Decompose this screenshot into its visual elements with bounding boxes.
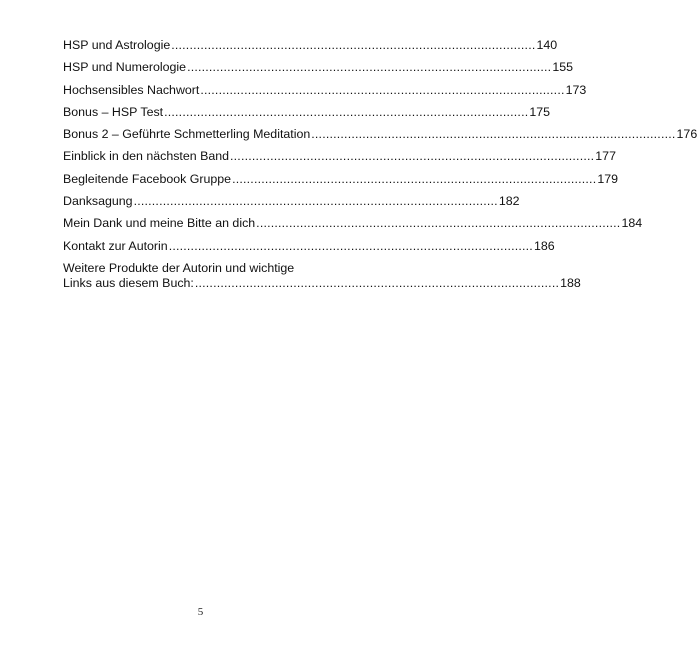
dot-leader: .................................................................................................... [200, 82, 565, 97]
toc-entry-title-line2: Links aus diesem Buch: [63, 275, 194, 290]
toc-entry [63, 127, 697, 142]
toc-entry-page: 179 [597, 171, 619, 186]
toc-entry-title: Hochsensibles Nachwort [63, 82, 200, 97]
toc-entry-page: 155 [552, 60, 574, 75]
toc-entry [63, 216, 643, 231]
dot-leader: .................................................................................................... [230, 149, 595, 164]
toc-entry [63, 38, 558, 53]
toc-entry-title: Danksagung [63, 194, 133, 209]
dot-leader: .................................................................................................... [133, 194, 498, 209]
page-number: 5 [197, 606, 204, 618]
toc-entry-title: Einblick in den nächsten Band [63, 149, 230, 164]
dot-leader: .................................................................................................... [164, 104, 529, 119]
toc-entry [63, 104, 551, 120]
toc-entry [63, 194, 520, 209]
toc-entry [63, 60, 574, 75]
toc-entry [63, 82, 587, 98]
toc-entry-title: Kontakt zur Autorin [63, 238, 168, 253]
toc-entry-page: 188 [560, 275, 581, 290]
toc-entry-title: Bonus – HSP Test [63, 104, 164, 119]
table-of-contents [63, 38, 697, 298]
toc-entry-page: 186 [533, 238, 555, 253]
toc-entry-page: 175 [529, 104, 551, 119]
toc-entry-title: Bonus 2 – Geführte Schmetterling Meditation [63, 127, 311, 142]
toc-entry [63, 171, 619, 187]
dot-leader: .................................................................................................... [168, 238, 533, 253]
dot-leader: .................................................................................................... [311, 127, 676, 142]
toc-entry [63, 149, 616, 164]
dot-leader: .................................................................................................... [171, 38, 536, 52]
toc-entry-page: 173 [565, 82, 587, 97]
toc-entry-title: Mein Dank und meine Bitte an dich [63, 216, 256, 231]
dot-leader: .................................................................................................... [256, 216, 621, 231]
toc-entry [63, 260, 581, 291]
toc-entry-page: 140 [536, 38, 558, 52]
toc-entry-page: 182 [498, 194, 520, 209]
toc-entry-title: HSP und Numerologie [63, 60, 187, 75]
toc-entry-page: 176 [676, 127, 697, 142]
dot-leader: .................................................................................................... [232, 171, 597, 186]
dot-leader: .................................................................................................... [194, 275, 560, 290]
toc-entry-page: 184 [621, 216, 643, 231]
toc-entry-page: 177 [595, 149, 616, 164]
toc-entry [63, 238, 555, 254]
toc-entry-title: HSP und Astrologie [63, 38, 171, 52]
toc-entry-title: Begleitende Facebook Gruppe [63, 171, 232, 186]
dot-leader: .................................................................................................... [187, 60, 552, 75]
toc-entry-title-line1: Weitere Produkte der Autorin und wichtige [63, 260, 295, 275]
